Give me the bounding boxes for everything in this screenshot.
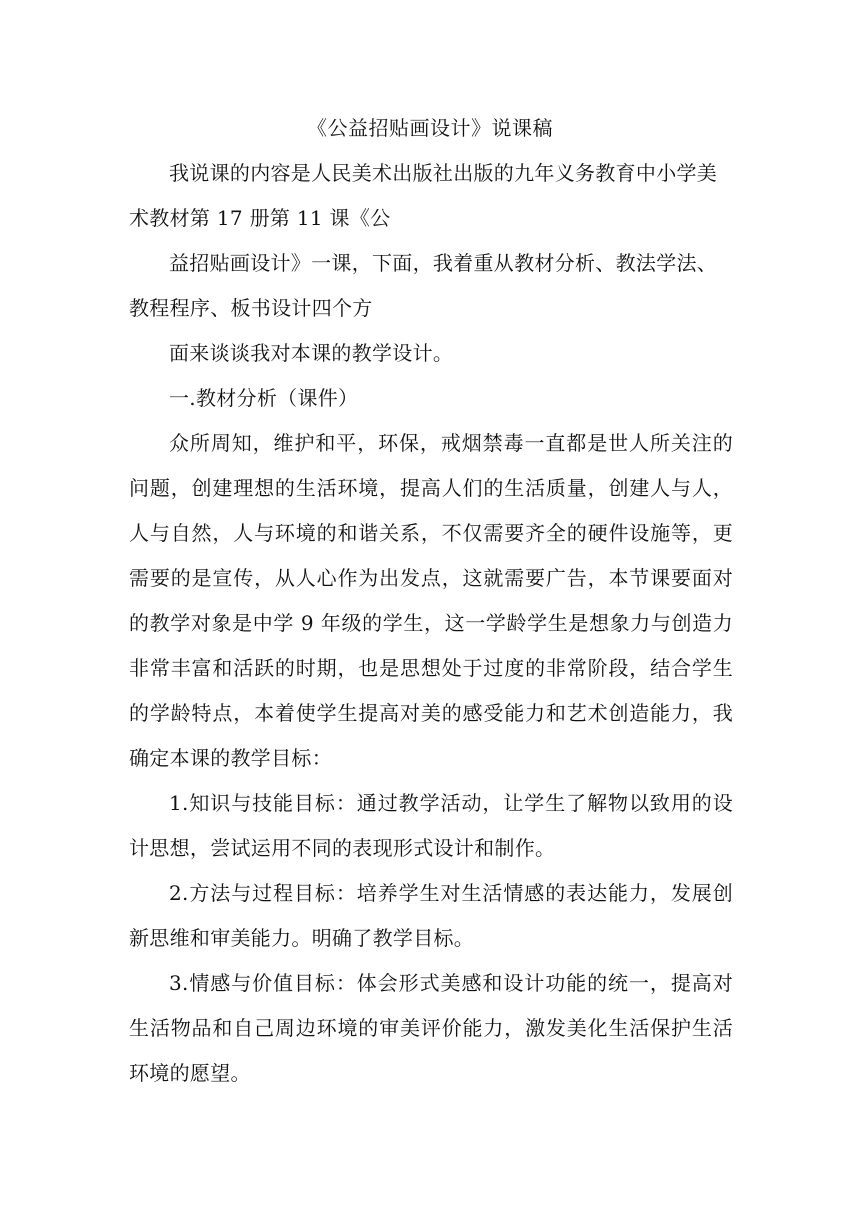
intro-line-4: 教程程序、板书设计四个方 xyxy=(129,296,373,320)
goal-emotion-value: 3.情感与价值目标：体会形式美感和设计功能的统一，提高对生活物品和自己周边环境的审美评价能力，激发美化生活保护生活环境的愿望。 xyxy=(129,971,733,1085)
intro-line-2: 术教材第 17 册第 11 课《公 xyxy=(129,206,391,230)
intro-line-3: 益招贴画设计》一课，下面，我着重从教材分析、教法学法、 xyxy=(169,251,718,275)
intro-line-5: 面来谈谈我对本课的教学设计。 xyxy=(169,341,454,365)
section-heading: 一.教材分析（课件） xyxy=(169,386,359,410)
analysis-paragraph: 众所周知，维护和平，环保，戒烟禁毒一直都是世人所关注的问题，创建理想的生活环境，提高人们的生活质量，创建人与人，人与自然，人与环境的和谐关系，不仅需要齐全的硬件设施等，更需要的是宣传，从人心作为出发点，这就需要广告，本节课要面对的教学对象是中学 9 年级的学生，这一学龄学生是想象力与创造力非常丰富和活跃的时期，也是思想处于过度的非常阶段，结合学生的学龄特点，本着使学生提高对美的感受能力和艺术创造能力，我确定本课的教学目标： xyxy=(129,431,733,770)
goal-knowledge-skills: 1.知识与技能目标：通过教学活动，让学生了解物以致用的设计思想，尝试运用不同的表现形式设计和制作。 xyxy=(129,791,733,860)
intro-line-1: 我说课的内容是人民美术出版社出版的九年义务教育中小学美 xyxy=(169,161,718,185)
document-title: 《公益招贴画设计》说课稿 xyxy=(307,116,553,140)
document-body xyxy=(129,151,733,1096)
goal-method-process: 2.方法与过程目标：培养学生对生活情感的表达能力，发展创新思维和审美能力。明确了教学目标。 xyxy=(129,881,733,950)
